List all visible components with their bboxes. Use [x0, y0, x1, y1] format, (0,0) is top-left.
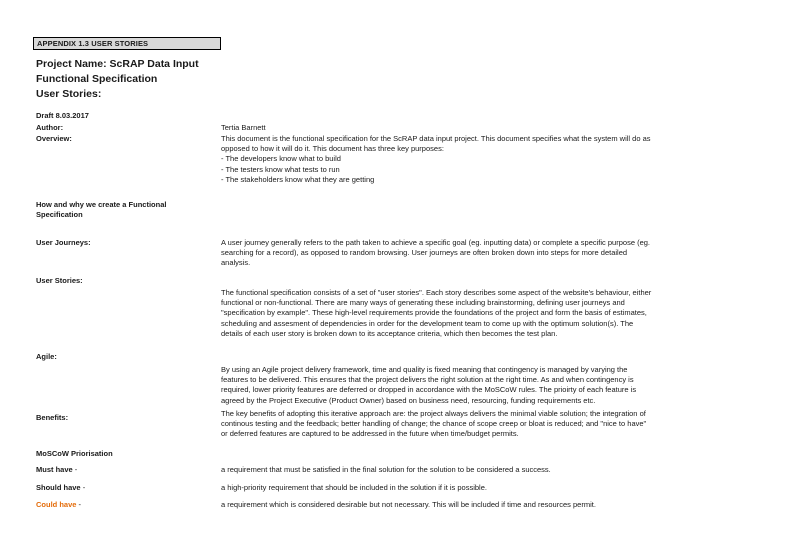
dash: -: [78, 500, 82, 509]
label-line: Specification: [36, 210, 83, 219]
user-journeys-label: User Journeys:: [36, 238, 91, 247]
moscow-heading: MoSCoW Priorisation: [36, 449, 113, 458]
user-journeys-text: [221, 238, 756, 269]
text-line: analysis.: [221, 258, 251, 268]
author-value: Tertia Barnett: [221, 123, 266, 132]
text-line: searching for a record), as opposed to random browsing. User journeys are often broken down into steps for more detailed: [221, 248, 628, 258]
agile-label: Agile:: [36, 352, 57, 361]
text-line: opposed to how it will do it. This document has three key purposes:: [221, 144, 444, 154]
dash: -: [74, 465, 78, 474]
must-have-term: Must have: [36, 465, 73, 474]
draft-date: Draft 8.03.2017: [36, 111, 89, 120]
text-line: - The testers know what tests to run: [221, 164, 340, 174]
text-line: scheduling and assesment of dependencies in order for the development team to come up with the optimum solution(s). The: [221, 318, 634, 328]
text-line: The functional specification consists of a set of "user stories". Each story describes some aspect of the website's behaviour, either: [221, 288, 652, 297]
how-why-label: [36, 200, 201, 220]
document-subtitle: User Stories:: [36, 88, 102, 100]
document-type: Functional Specification: [36, 73, 158, 85]
text-line: functional or non-functional. There are many ways of generating these including brainstorming, defining user journeys and: [221, 298, 625, 308]
text-line: This document is the functional specification for the ScRAP data input project. This document specifies what the system will do as: [221, 134, 651, 143]
dash: -: [82, 483, 86, 492]
text-line: features to be delivered. This ensures that the project delivers the right solution at the right time. As and when contingency is: [221, 375, 634, 385]
must-have-label: [36, 465, 77, 475]
could-have-text: a requirement which is considered desirable but not necessary. This will be included if time and resources permit.: [221, 500, 596, 509]
project-name: Project Name: ScRAP Data Input: [36, 58, 199, 70]
overview-label: Overview:: [36, 134, 72, 143]
text-line: "specification by example". These high-level requirements provide the foundations of the project and form the basis of estimates,: [221, 308, 647, 318]
should-have-text: a high-priority requirement that should be included in the solution if it is possible.: [221, 483, 487, 492]
text-line: or deferred features are captured to be addressed in the future when time/budget permits.: [221, 429, 519, 439]
text-line: agreed by the Project Executive (Product Owner) based on business need, resourcing, funding requirements etc.: [221, 395, 596, 405]
user-stories-label: User Stories:: [36, 276, 83, 285]
agile-text: [221, 365, 756, 406]
text-line: required, lower priority features are deferred or dropped in accordance with the MoSCoW rules. The prioirty of each feature is: [221, 385, 637, 395]
text-line: A user journey generally refers to the path taken to achieve a specific goal (eg. inputting data) or complete a specific purpose (eg.: [221, 238, 650, 247]
author-label: Author:: [36, 123, 64, 132]
text-line: - The developers know what to build: [221, 154, 341, 164]
overview-text: [221, 134, 756, 185]
text-line: continous testing and the feedback; better handling of change; the chance of scope creep or bloat is reduced; and "nice to have": [221, 419, 647, 429]
should-have-label: [36, 483, 85, 493]
text-line: By using an Agile project delivery framework, time and quality is fixed meaning that contingency is managed by varying the: [221, 365, 628, 374]
label-line: How and why we create a Functional: [36, 200, 167, 209]
could-have-term: Could have: [36, 500, 77, 509]
benefits-text: [221, 409, 756, 440]
text-line: The key benefits of adopting this iterative approach are: the project always delivers the minimal viable solution; the integration of: [221, 409, 646, 418]
could-have-label: [36, 500, 81, 510]
should-have-term: Should have: [36, 483, 81, 492]
benefits-label: Benefits:: [36, 413, 69, 422]
user-stories-text: [221, 288, 756, 339]
must-have-text: a requirement that must be satisfied in the final solution for the solution to be considered a success.: [221, 465, 551, 474]
appendix-heading: APPENDIX 1.3 USER STORIES: [33, 37, 221, 50]
text-line: details of each user story is broken down to its acceptance criteria, which then becomes the test plan.: [221, 328, 558, 338]
text-line: - The stakeholders know what they are getting: [221, 174, 375, 184]
